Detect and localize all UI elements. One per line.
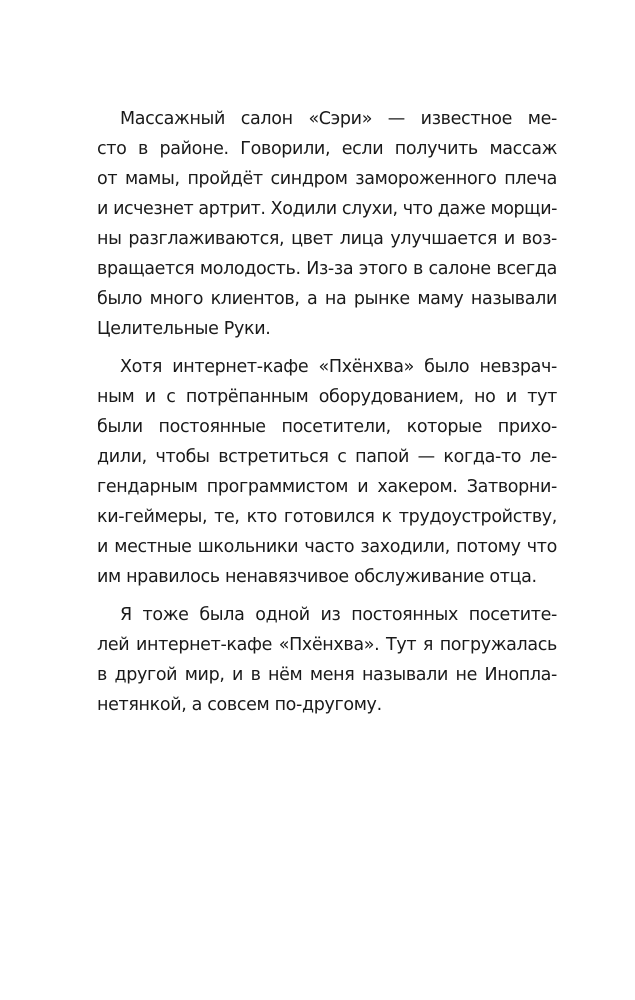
text-line: сто в районе. Говорили, если получить массаж: [97, 139, 557, 159]
text-line: лей интернет-кафе «Пхёнхва». Тут я погружалась: [97, 635, 557, 655]
text-line: было много клиентов, а на рынке маму называли: [97, 289, 557, 309]
text-line: дили, чтобы встретиться с папой — когда-то ле-: [97, 447, 557, 467]
text-line: и местные школьники часто заходили, потому что: [97, 537, 557, 557]
text-line: вращается молодость. Из-за этого в салоне всегда: [97, 259, 557, 279]
text-line: ным и с потрёпанным оборудованием, но и тут: [97, 387, 557, 407]
text-line: в другой мир, и в нём меня называли не Инопла-: [97, 665, 557, 685]
text-line: были постоянные посетители, которые прихо-: [97, 417, 557, 437]
text-line: Массажный салон «Сэри» — известное ме-: [120, 109, 557, 129]
paragraph-3: [97, 600, 557, 720]
text-line: Целительные Руки.: [97, 319, 271, 339]
text-line: ны разглаживаются, цвет лица улучшается и воз-: [97, 229, 557, 249]
text-line: ки-геймеры, те, кто готовился к трудоустройству,: [97, 507, 557, 527]
body-text: [97, 104, 557, 720]
text-line: им нравилось ненавязчивое обслуживание отца.: [97, 567, 537, 587]
text-line: от мамы, пройдёт синдром замороженного плеча: [97, 169, 557, 189]
paragraph-1: [97, 104, 557, 344]
text-line: Хотя интернет-кафе «Пхёнхва» было невзрач-: [120, 357, 557, 377]
text-line: Я тоже была одной из постоянных посетите-: [120, 605, 557, 625]
text-line: нетянкой, а совсем по-другому.: [97, 695, 382, 715]
paragraph-2: [97, 352, 557, 592]
text-line: и исчезнет артрит. Ходили слухи, что даже морщи-: [97, 199, 557, 219]
text-line: гендарным программистом и хакером. Затворни-: [97, 477, 557, 497]
